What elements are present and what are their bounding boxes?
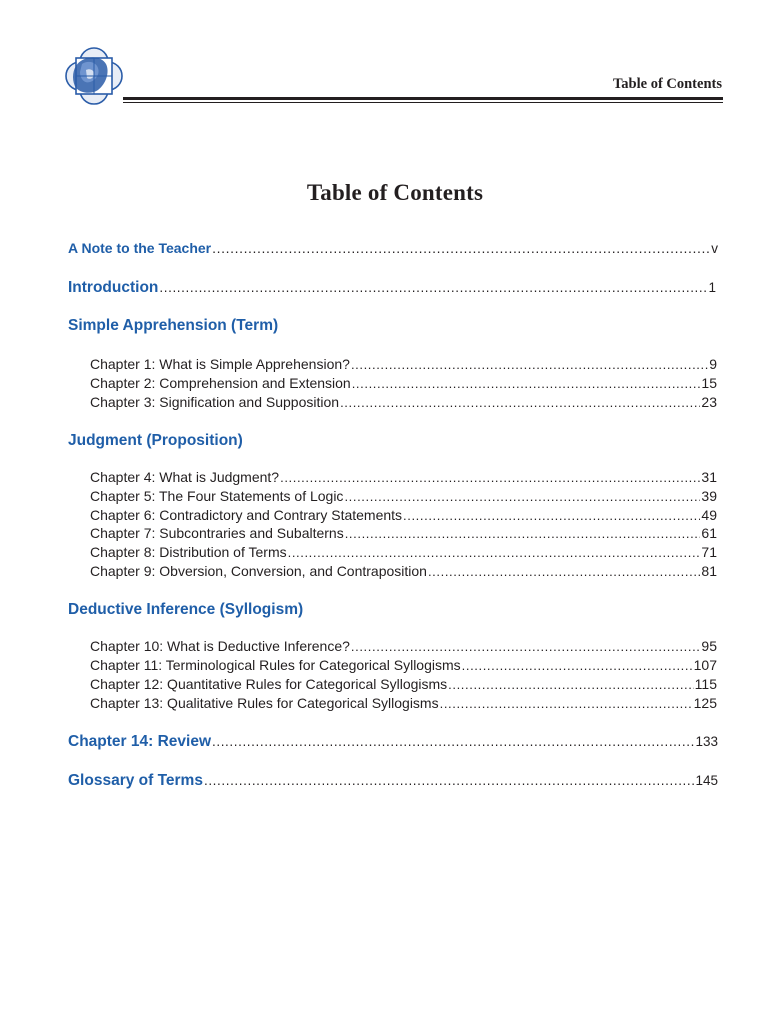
toc-entry-label: Chapter 8: Distribution of Terms: [90, 544, 287, 560]
toc-entry-label: Chapter 2: Comprehension and Extension: [90, 375, 351, 391]
toc-page-number: 71: [701, 544, 717, 560]
dot-leader: [352, 376, 701, 391]
toc-page-number: 81: [701, 563, 717, 579]
toc-entry-label: Chapter 11: Terminological Rules for Categorical Syllogisms: [90, 657, 461, 673]
toc-entry-label: Chapter 9: Obversion, Conversion, and Contraposition: [90, 563, 427, 579]
dot-leader: [288, 545, 701, 560]
toc-entry-chapter-6[interactable]: [90, 507, 717, 523]
dot-leader: [351, 357, 708, 372]
dot-leader: [462, 658, 693, 673]
toc-entry-chapter-2[interactable]: [90, 375, 717, 391]
dot-leader: [448, 677, 694, 692]
toc-page-number: 15: [701, 375, 717, 391]
toc-page-number: 39: [701, 488, 717, 504]
header-rule-thin: [123, 102, 723, 103]
toc-page-number: 125: [693, 695, 717, 711]
dot-leader: [204, 773, 695, 788]
toc-entry-label: Chapter 3: Signification and Supposition: [90, 394, 340, 410]
toc-entry-chapter-3[interactable]: [90, 394, 717, 410]
toc-page-number: 61: [701, 525, 717, 541]
toc-entry-chapter-8[interactable]: [90, 544, 717, 560]
section-heading-deductive-inference: Deductive Inference (Syllogism): [68, 601, 304, 618]
header-rule: [123, 97, 723, 100]
toc-page-number: 107: [693, 657, 717, 673]
toc-entry-introduction[interactable]: [68, 279, 716, 297]
toc-entry-glossary[interactable]: [68, 772, 718, 790]
toc-entry-chapter-1[interactable]: [90, 356, 717, 372]
toc-page-number: 49: [701, 507, 717, 523]
toc-entry-chapter-12[interactable]: [90, 676, 717, 692]
toc-entry-label: Chapter 10: What is Deductive Inference?: [90, 638, 350, 654]
toc-entry-label: Chapter 4: What is Judgment?: [90, 469, 280, 485]
toc-entry-chapter-5[interactable]: [90, 488, 717, 504]
page-title: Table of Contents: [306, 180, 484, 205]
running-head: Table of Contents: [612, 76, 722, 92]
dot-leader: [351, 639, 701, 654]
toc-page-number: 1: [708, 280, 716, 295]
toc-page-number: 145: [695, 773, 718, 788]
toc-entry-note[interactable]: [68, 240, 718, 256]
toc-entry-chapter-9[interactable]: [90, 563, 717, 579]
dot-leader: [159, 280, 707, 295]
toc-entry-chapter-4[interactable]: [90, 469, 717, 485]
toc-entry-label: Chapter 6: Contradictory and Contrary Statements: [90, 507, 403, 523]
dot-leader: [212, 734, 694, 749]
dot-leader: [280, 470, 700, 485]
toc-page-number: v: [711, 241, 718, 256]
toc-entry-chapter-7[interactable]: [90, 525, 717, 541]
toc-page-number: 115: [694, 676, 717, 692]
section-heading-simple-apprehension: Simple Apprehension (Term): [68, 317, 279, 334]
dot-leader: [340, 395, 700, 410]
toc-entry-chapter-14[interactable]: [68, 733, 718, 751]
toc-entry-label: Chapter 12: Quantitative Rules for Categorical Syllogisms: [90, 676, 448, 692]
toc-page-number: 95: [701, 638, 717, 654]
dot-leader: [440, 696, 693, 711]
toc-page-number: 31: [701, 469, 717, 485]
dot-leader: [428, 564, 700, 579]
toc-entry-chapter-11[interactable]: [90, 657, 717, 673]
dot-leader: [344, 489, 700, 504]
toc-entry-label: Chapter 13: Qualitative Rules for Categorical Syllogisms: [90, 695, 439, 711]
toc-page-number: 9: [709, 356, 717, 372]
toc-page-number: 133: [695, 734, 718, 749]
toc-entry-label: Introduction: [68, 279, 159, 296]
toc-entry-label: Chapter 1: What is Simple Apprehension?: [90, 356, 350, 372]
toc-entry-chapter-13[interactable]: [90, 695, 717, 711]
dot-leader: [345, 526, 701, 541]
publisher-logo-icon: [62, 44, 126, 108]
section-heading-judgment: Judgment (Proposition): [68, 432, 243, 449]
toc-entry-label: Chapter 14: Review: [68, 733, 211, 750]
toc-entry-chapter-10[interactable]: [90, 638, 717, 654]
dot-leader: [212, 240, 710, 256]
toc-entry-label: A Note to the Teacher: [68, 240, 212, 256]
toc-entry-label: Glossary of Terms: [68, 772, 203, 789]
toc-page-number: 23: [701, 394, 717, 410]
dot-leader: [403, 508, 700, 523]
toc-entry-label: Chapter 7: Subcontraries and Subalterns: [90, 525, 344, 541]
toc-entry-label: Chapter 5: The Four Statements of Logic: [90, 488, 344, 504]
